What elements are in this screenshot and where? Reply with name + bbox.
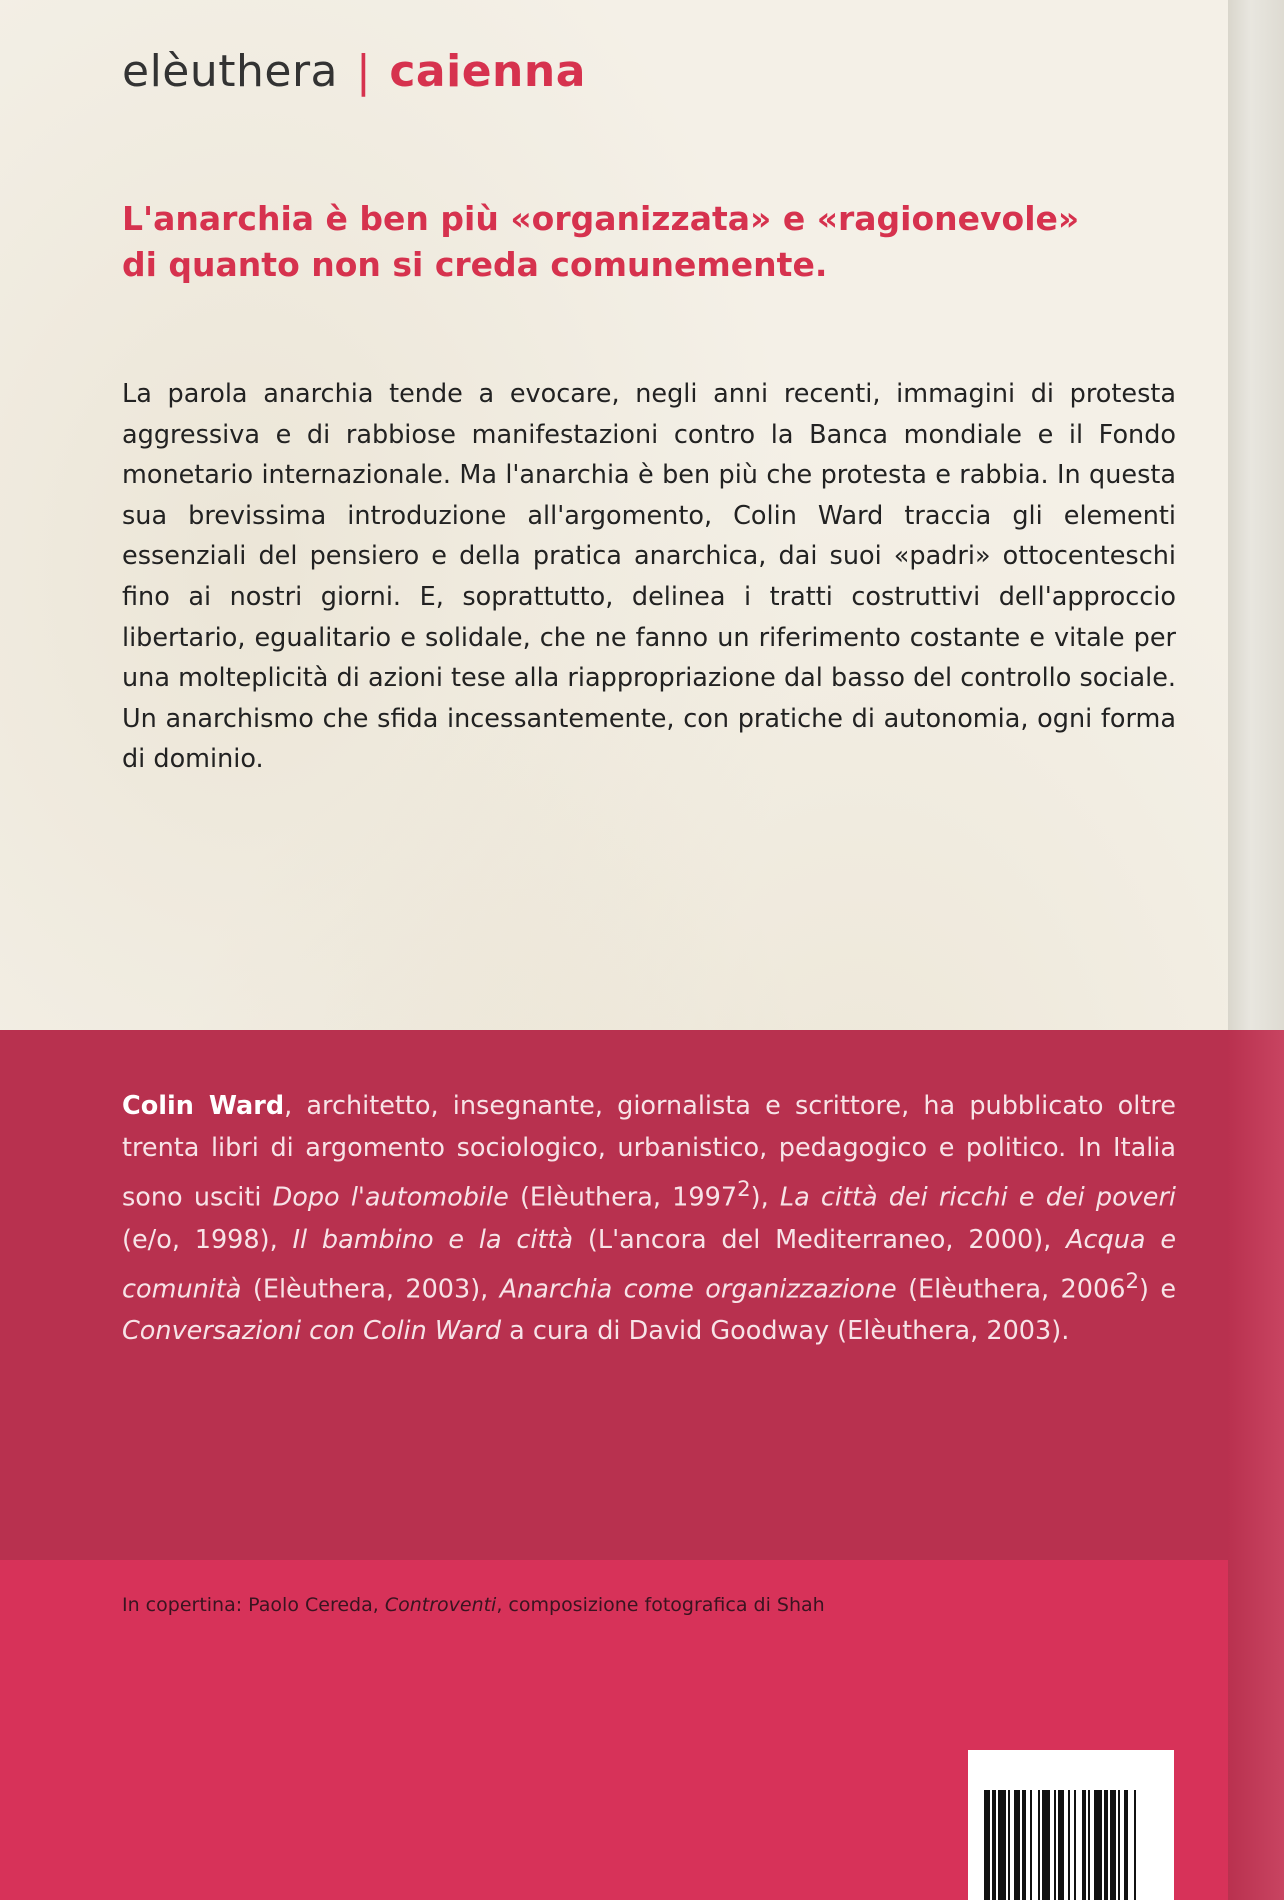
barcode-bar bbox=[998, 1790, 1006, 1900]
barcode-bar bbox=[984, 1790, 990, 1900]
barcode-bar bbox=[1094, 1790, 1102, 1900]
barcode-bar bbox=[1088, 1790, 1090, 1900]
book-title: Conversazioni con Colin Ward bbox=[122, 1316, 502, 1346]
barcode-bar bbox=[1030, 1790, 1032, 1900]
barcode-bar bbox=[1124, 1790, 1128, 1900]
book-title: La città dei ricchi e dei poveri bbox=[779, 1182, 1177, 1213]
barcode-bar bbox=[1038, 1790, 1040, 1900]
barcode bbox=[968, 1750, 1174, 1900]
book-title: Dopo l'automobile bbox=[272, 1182, 509, 1213]
barcode-bar bbox=[1074, 1790, 1076, 1900]
bio-text: a cura di David Goodway (Elèuthera, 2003). bbox=[501, 1316, 1070, 1346]
credit-prefix: In copertina: Paolo Cereda, bbox=[122, 1594, 385, 1616]
bio-text: (Elèuthera, 2003), bbox=[241, 1274, 500, 1304]
barcode-bar bbox=[1104, 1790, 1108, 1900]
tagline bbox=[122, 196, 1080, 288]
credit-suffix: , composizione fotografica di Shah bbox=[496, 1594, 825, 1616]
barcode-bar bbox=[1058, 1790, 1064, 1900]
edition-superscript: 2 bbox=[1125, 1268, 1139, 1294]
page-edge-red bbox=[1228, 1030, 1284, 1900]
barcode-bar bbox=[992, 1790, 996, 1900]
book-title: Anarchia come organizzazione bbox=[499, 1274, 897, 1304]
barcode-bar bbox=[1068, 1790, 1070, 1900]
bio-text: ) e bbox=[1138, 1274, 1177, 1304]
series-name: caienna bbox=[389, 46, 586, 97]
edition-superscript: 2 bbox=[737, 1177, 751, 1202]
author-bio bbox=[122, 1085, 1176, 1352]
barcode-bar bbox=[1082, 1790, 1086, 1900]
tagline-line-1: L'anarchia è ben più «organizzata» e «ragionevole» bbox=[122, 199, 1080, 238]
bio-text: (Elèuthera, 1997 bbox=[508, 1182, 738, 1213]
credit-artwork-title: Controventi bbox=[384, 1594, 497, 1616]
barcode-bars bbox=[984, 1790, 1158, 1900]
barcode-bar bbox=[1008, 1790, 1010, 1900]
bio-text: (e/o, 1998), bbox=[122, 1224, 293, 1255]
bio-text: ), bbox=[750, 1182, 780, 1213]
tagline-line-2: di quanto non si creda comunemente. bbox=[122, 245, 828, 284]
cover-credit bbox=[122, 1594, 825, 1616]
barcode-bar bbox=[1014, 1790, 1020, 1900]
brand-separator: | bbox=[356, 46, 372, 97]
book-title: Acqua e comunità bbox=[122, 1224, 1177, 1304]
barcode-bar bbox=[1118, 1790, 1120, 1900]
barcode-bar bbox=[1042, 1790, 1050, 1900]
bio-text: , architetto, insegnante, giornalista e scrittore, ha pubblicato oltre trenta libri di argomento sociologico, urbanistico, pedagogico e politico. In Italia sono usciti bbox=[122, 1091, 1176, 1213]
book-title: Il bambino e la città bbox=[292, 1224, 574, 1255]
publisher-name: elèuthera bbox=[122, 46, 339, 97]
blurb-paragraph: La parola anarchia tende a evocare, negli anni recenti, immagini di protesta aggressiva e di rabbiose manifestazioni contro la Banca mondiale e il Fondo monetario internazionale. Ma l'anarchia è ben più che protesta e rabbia. In questa sua brevissima introduzione all'argomento, Colin Ward traccia gli elementi essenziali del pensiero e della pratica anarchica, dai suoi «padri» ottocenteschi fino ai nostri giorni. E, soprattutto, delinea i tratti costruttivi dell'approccio libertario, egualitario e solidale, che ne fanno un riferimento costante e vitale per una molteplicità di azioni tese alla riappropriazione dal basso del controllo sociale. Un anarchismo che sfida incessantemente, con pratiche di autonomia, ogni forma di dominio. bbox=[122, 379, 1176, 775]
barcode-bar bbox=[1022, 1790, 1026, 1900]
bio-text: (L'ancora del Mediterraneo, 2000), bbox=[573, 1224, 1067, 1255]
barcode-bar bbox=[1134, 1790, 1136, 1900]
bio-text: (Elèuthera, 2006 bbox=[896, 1274, 1126, 1304]
author-name: Colin Ward bbox=[122, 1091, 285, 1121]
barcode-bar bbox=[1054, 1790, 1056, 1900]
publisher-logo bbox=[122, 46, 586, 97]
barcode-bar bbox=[1110, 1790, 1116, 1900]
